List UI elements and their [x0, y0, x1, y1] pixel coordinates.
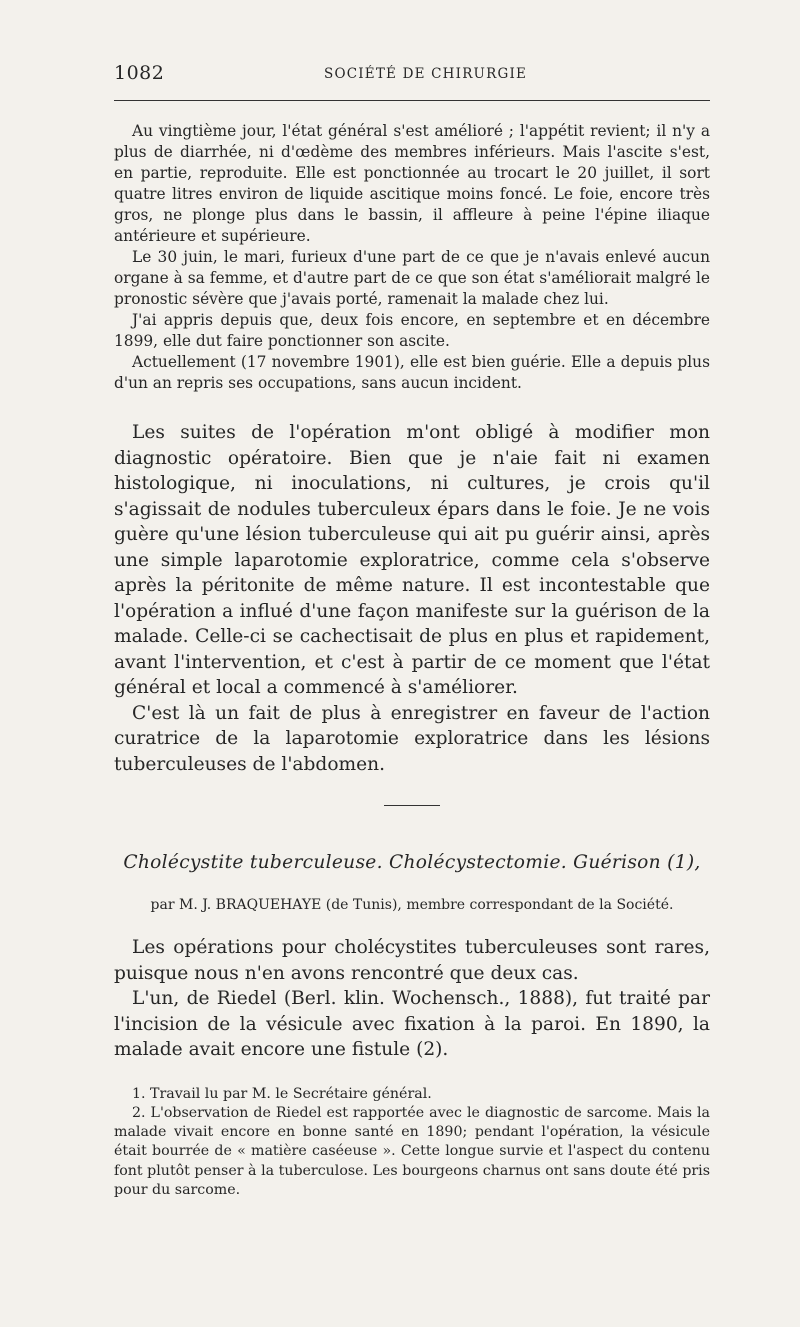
article-paragraph: Les opérations pour cholécystites tuberculeuses sont rares, puisque nous n'en avons rencontré que deux cas.: [114, 937, 710, 984]
footnote-2: 2. L'observation de Riedel est rapportée avec le diagnostic de sarcome. Mais la malade vivait encore en bonne santé en 1890; pendant l'opération, la vésicule était bourrée de « matière caséeuse ». Cette longue survie et l'aspect du contenu font plutôt penser à la tuberculose. Les bourgeons charnus ont sans doute été pris pour du sarcome.: [114, 1104, 710, 1198]
case-paragraph: J'ai appris depuis que, deux fois encore, en septembre et en décembre 1899, elle dut faire ponctionner son ascite.: [114, 311, 710, 350]
running-head: [114, 60, 710, 90]
header-rule: [114, 100, 710, 101]
article-paragraph: L'un, de Riedel (Berl. klin. Wochensch., 1888), fut traité par l'incision de la vésicule avec fixation à la paroi. En 1890, la malade avait encore une fistule (2).: [114, 988, 710, 1060]
section-divider: [384, 805, 440, 806]
page-number: 1082: [114, 62, 165, 84]
discussion: [114, 420, 710, 777]
page: [114, 60, 710, 1200]
journal-title: SOCIÉTÉ DE CHIRURGIE: [324, 66, 528, 82]
case-paragraph: Le 30 juin, le mari, furieux d'une part de ce que je n'avais enlevé aucun organe à sa femme, et d'autre part de ce que son état s'améliorait malgré le pronostic sévère que j'avais porté, ramenait la malade chez lui.: [114, 248, 710, 308]
case-paragraph: Actuellement (17 novembre 1901), elle est bien guérie. Elle a depuis plus d'un an repris ses occupations, sans aucun incident.: [114, 353, 710, 392]
footnote-1: 1. Travail lu par M. le Secrétaire général.: [132, 1085, 432, 1102]
case-report: [114, 121, 710, 394]
article-body: [114, 935, 710, 1063]
discussion-paragraph: Les suites de l'opération m'ont obligé à modifier mon diagnostic opératoire. Bien que je n'aie fait ni examen histologique, ni inoculations, ni cultures, je crois qu'il s'agissait de nodules tuberculeux épars dans le foie. Je ne vois guère qu'une lésion tuberculeuse qui ait pu guérir ainsi, après une simple laparotomie exploratrice, comme cela s'observe après la péritonite de même nature. Il est incontestable que l'opération a influé d'une façon manifeste sur la guérison de la malade. Celle-ci se cachectisait de plus en plus et rapidement, avant l'intervention, et c'est à partir de ce moment que l'état général et local a commencé à s'améliorer.: [114, 422, 710, 698]
case-paragraph: Au vingtième jour, l'état général s'est amélioré ; l'appétit revient; il n'y a plus de diarrhée, ni d'œdème des membres inférieurs. Mais l'ascite s'est, en partie, reproduite. Elle est ponctionnée au trocart le 20 juillet, il sort quatre litres environ de liquide ascitique moins foncé. Le foie, encore très gros, ne plonge plus dans le bassin, il affleure à peine l'épine iliaque antérieure et supérieure.: [114, 122, 710, 245]
article-byline: par M. J. BRAQUEHAYE (de Tunis), membre correspondant de la Société.: [150, 897, 674, 913]
footnotes: [114, 1085, 710, 1201]
article-title: Cholécystite tuberculeuse. Cholécystectomie. Guérison (1),: [123, 852, 701, 873]
discussion-paragraph: C'est là un fait de plus à enregistrer en faveur de l'action curatrice de la laparotomie exploratrice dans les lésions tuberculeuses de l'abdomen.: [114, 702, 710, 775]
